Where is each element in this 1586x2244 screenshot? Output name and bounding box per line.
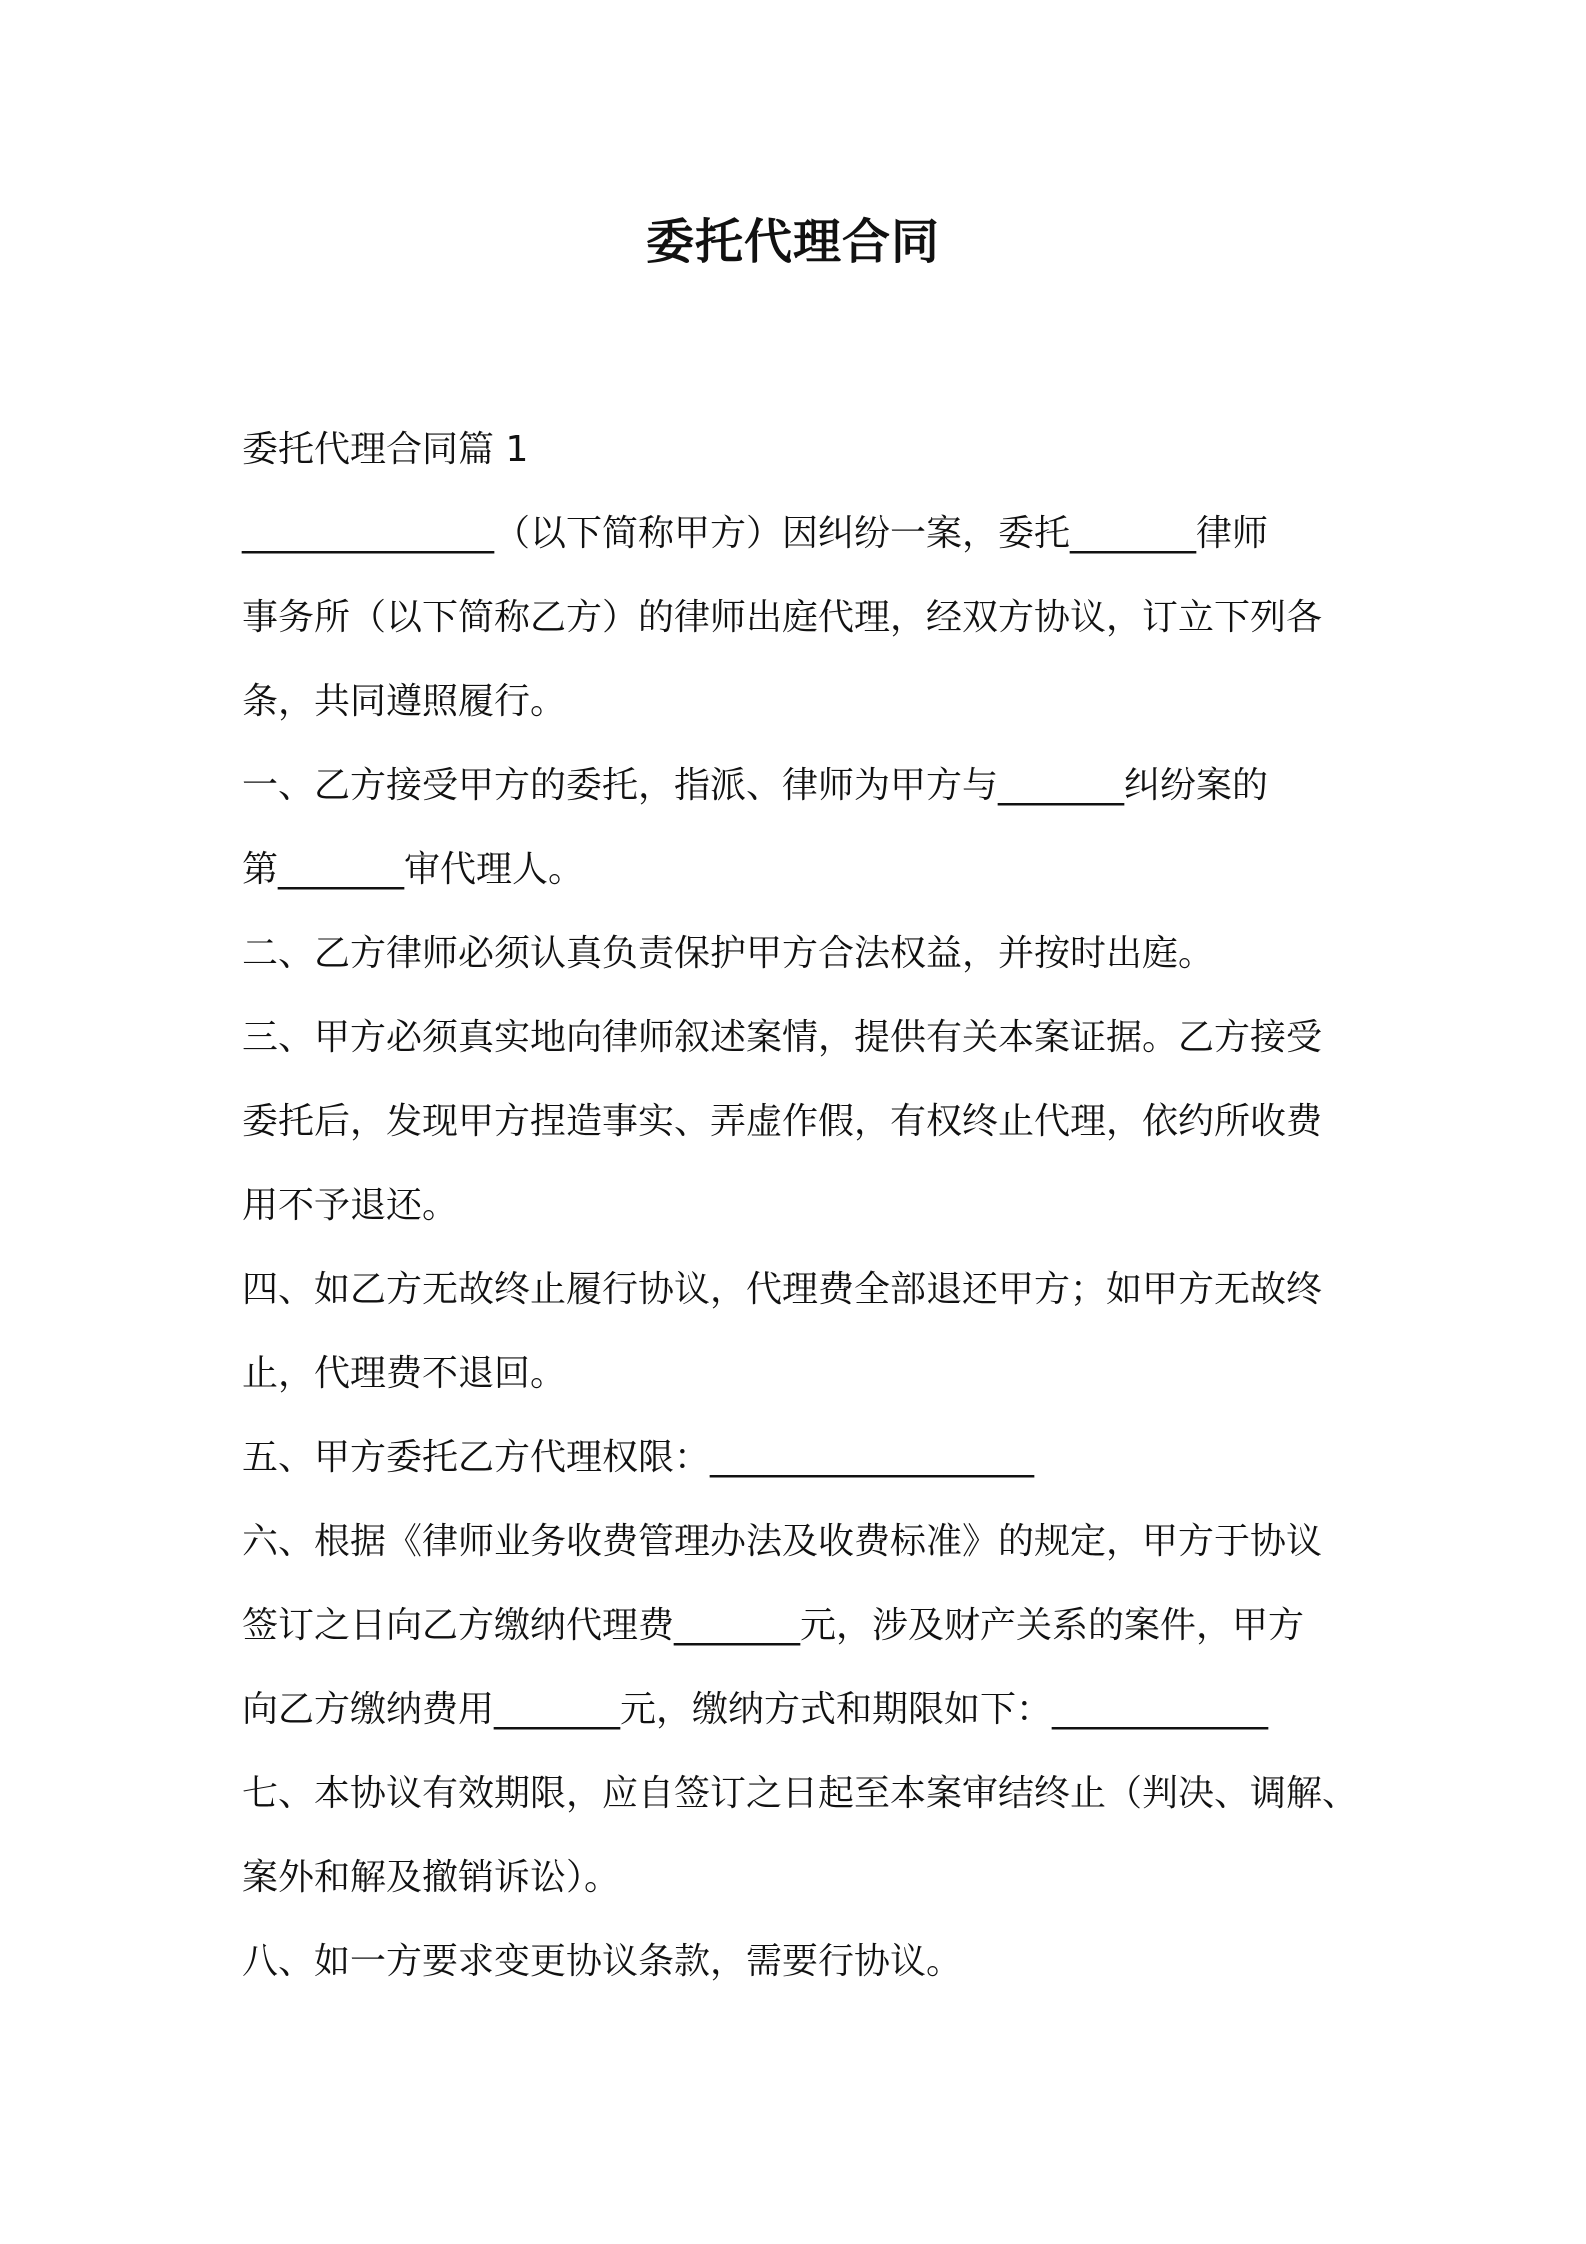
body-line: 八、如一方要求变更协议条款，需要行协议。 [242,1941,963,1982]
document-title: 委托代理合同 [645,214,940,270]
body-line: 三、甲方必须真实地向律师叙述案情，提供有关本案证据。乙方接受 [242,1017,1323,1058]
body-line: 第_______审代理人。 [242,849,585,890]
body-line: 委托后，发现甲方捏造事实、弄虚作假，有权终止代理，依约所收费 [242,1101,1323,1142]
body-line: 五、甲方委托乙方代理权限：__________________ [242,1437,1035,1478]
body-line: ______________（以下简称甲方）因纠纷一案，委托_______律师 [242,513,1269,554]
body-line: 事务所（以下简称乙方）的律师出庭代理，经双方协议，订立下列各 [242,597,1323,638]
body-line: 向乙方缴纳费用_______元，缴纳方式和期限如下：____________ [242,1689,1269,1730]
body-line: 案外和解及撤销诉讼）。 [242,1857,621,1898]
body-line: 七、本协议有效期限，应自签订之日起至本案审结终止（判决、调解、 [242,1773,1359,1814]
body-line: 用不予退还。 [242,1185,459,1226]
body-line: 六、根据《律师业务收费管理办法及收费标准》的规定，甲方于协议 [242,1521,1323,1562]
body-line: 签订之日向乙方缴纳代理费_______元，涉及财产关系的案件，甲方 [242,1605,1305,1646]
body-line: 二、乙方律师必须认真负责保护甲方合法权益，并按时出庭。 [242,933,1215,974]
body-line: 一、乙方接受甲方的委托，指派、律师为甲方与_______纠纷案的 [242,765,1269,806]
document-body [242,408,1359,2004]
body-line: 条，共同遵照履行。 [242,681,567,722]
body-line: 四、如乙方无故终止履行协议，代理费全部退还甲方；如甲方无故终 [242,1269,1323,1310]
body-line: 止，代理费不退回。 [242,1353,567,1394]
section-heading: 委托代理合同篇 1 [242,429,529,470]
